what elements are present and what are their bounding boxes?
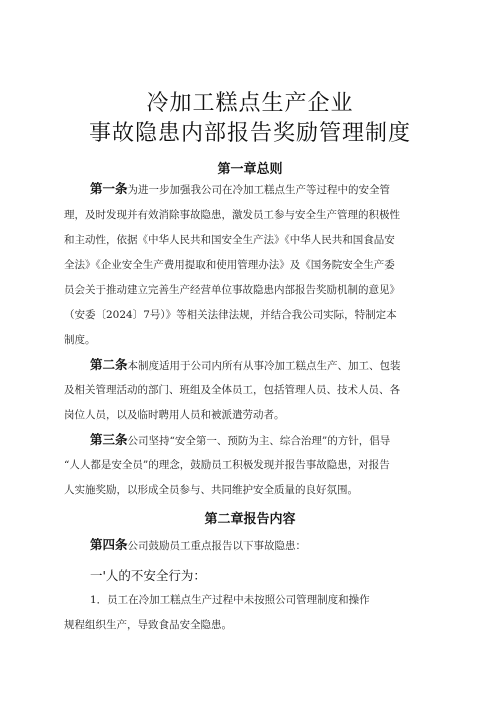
article-1-line-6: （安委〔2024〕7号）》等相关法律法规，并结合我公司实际，特制定本 (64, 309, 397, 321)
article-1-line-2: 理，及时发现并有效消除事故隐患，激发员工参与安全生产管理的积极性 (64, 209, 400, 221)
article-4-label: 第四条 (90, 537, 128, 552)
article-1-line-5: 员会关于推动建立完善生产经营单位事故隐患内部报告奖励机制的意见》 (64, 284, 400, 296)
article-1-line-1: 第一条为进一步加强我公司在冷加工糕点生产等过程中的安全管 (90, 181, 391, 196)
article-3-label: 第三条 (90, 432, 128, 447)
article-3-line-1: 第三条公司坚持“安全第一、预防为主、综合治理”的方针，倡导 (90, 432, 391, 447)
article-1-line-7: 制度。 (64, 334, 96, 346)
article-2-line-1: 第二条本制度适用于公司内所有从事冷加工糕点生产、加工、包装 (90, 357, 401, 372)
article-2-line-2: 及相关管理活动的部门、班组及全体员工，包括管理人员、技术人员、各 (64, 384, 400, 396)
document-title-line1: 冷加工糕点生产企业 (146, 91, 354, 116)
article-1-label: 第一条 (90, 181, 128, 196)
item-1-line-1: 1．员工在冷加工糕点生产过程中未按照公司管理制度和操作 (90, 594, 370, 606)
article-3-line-2: “人人都是安全员”的理念，鼓励员工积极发现并报告事故隐患，对报告 (64, 459, 390, 471)
section-heading-unsafe-behavior: 一'人的不安全行为： (90, 568, 206, 583)
item-1-line-2: 规程组织生产，导致食品安全隐患。 (64, 619, 232, 631)
chapter-heading-2: 第二章报告内容 (204, 512, 296, 527)
article-2-line-3: 岗位人员，以及临时聘用人员和被派遣劳动者。 (64, 409, 285, 421)
article-4-line-1: 第四条公司鼓励员工重点报告以下事故隐患： (90, 537, 307, 552)
document-title-line2: 事故隐患内部报告奖励管理制度 (88, 121, 411, 146)
article-1-line-3: 和主动性，依据《中华人民共和国安全生产法》《中华人民共和国食品安 (64, 234, 395, 246)
article-2-label: 第二条 (90, 357, 128, 372)
chapter-heading-1: 第一章总则 (217, 162, 283, 177)
article-1-line-4: 全法》《企业安全生产费用提取和使用管理办法》及《国务院安全生产委 (64, 259, 395, 271)
article-3-line-3: 人实施奖励，以形成全员参与、共同维护安全质量的良好氛围。 (64, 484, 358, 496)
